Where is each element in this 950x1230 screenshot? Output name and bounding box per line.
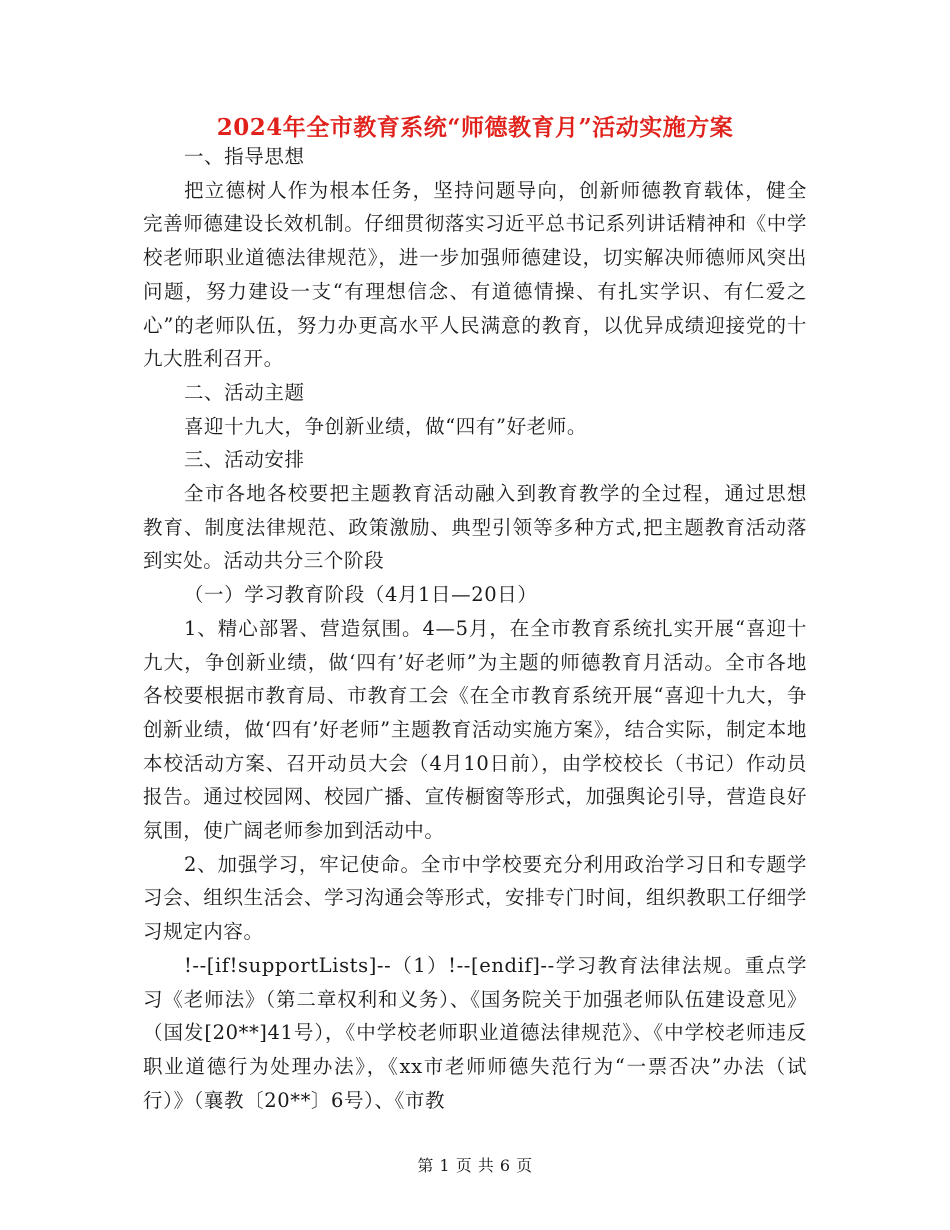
paragraph-item-2-1: !--[if!supportLists]--（1）!--[endif]--学习教育法律法规。重点学习《老师法》（第二章权利和义务）、《国务院关于加强老师队伍建设意见》（国发[20**]41号），《中学校老师职业道德法律规范》、《中学校老师违反职业道德行为处理办法》，《xx市老师师德失范行为“一票否决”办法（试行）》（襄教〔20**〕6号）、《市教	[143, 953, 807, 1112]
heading-activity-arrangement: 三、活动安排	[183, 448, 305, 472]
paragraph-guiding-thought: 把立德树人作为根本任务，坚持问题导向，创新师德教育载体，健全完善师德建设长效机制。仔细贯彻落实习近平总书记系列讲话精神和《中学校老师职业道德法律规范》，进一步加强师德建设，切实解决师德师风突出问题，努力建设一支“有理想信念、有道德情操、有扎实学识、有仁爱之心”的老师队伍，努力办更高水平人民满意的教育，以优异成绩迎接党的十九大胜利召开。	[143, 178, 807, 371]
paragraph-item-1: 1、精心部署、营造氛围。4—5月，在全市教育系统扎实开展“喜迎十九大，争创新业绩，做‘四有’好老师”为主题的师德教育月活动。全市各地各校要根据市教育局、市教育工会《在全市教育系统开展“喜迎十九大，争创新业绩，做‘四有’好老师”主题教育活动实施方案》，结合实际，制定本地本校活动方案、召开动员大会（4月10日前），由学校校长（书记）作动员报告。通过校园网、校园广播、宣传橱窗等形式，加强舆论引导，营造良好氛围，使广阔老师参加到活动中。	[143, 616, 807, 843]
document-title: 2024年全市教育系统“师德教育月”活动实施方案	[216, 114, 734, 141]
heading-activity-theme: 二、活动主题	[183, 380, 305, 404]
document-body	[143, 140, 807, 1117]
heading-guiding-thought: 一、指导思想	[183, 145, 305, 168]
paragraph-item-2: 2、加强学习，牢记使命。全市中学校要充分利用政治学习日和专题学习会、组织生活会、学习沟通会等形式，安排专门时间，组织教职工仔细学习规定内容。	[143, 852, 807, 944]
page-number: 第 1 页 共 6 页	[417, 1156, 533, 1175]
subheading-study-stage: （一）学习教育阶段（4月1日—20日）	[183, 583, 538, 607]
paragraph-activity-arrangement: 全市各地各校要把主题教育活动融入到教育教学的全过程，通过思想教育、制度法律规范、政策激励、典型引领等多种方式,把主题教育活动落到实处。活动共分三个阶段	[143, 482, 807, 573]
paragraph-activity-theme: 喜迎十九大，争创新业绩，做“四有”好老师。	[183, 414, 587, 438]
